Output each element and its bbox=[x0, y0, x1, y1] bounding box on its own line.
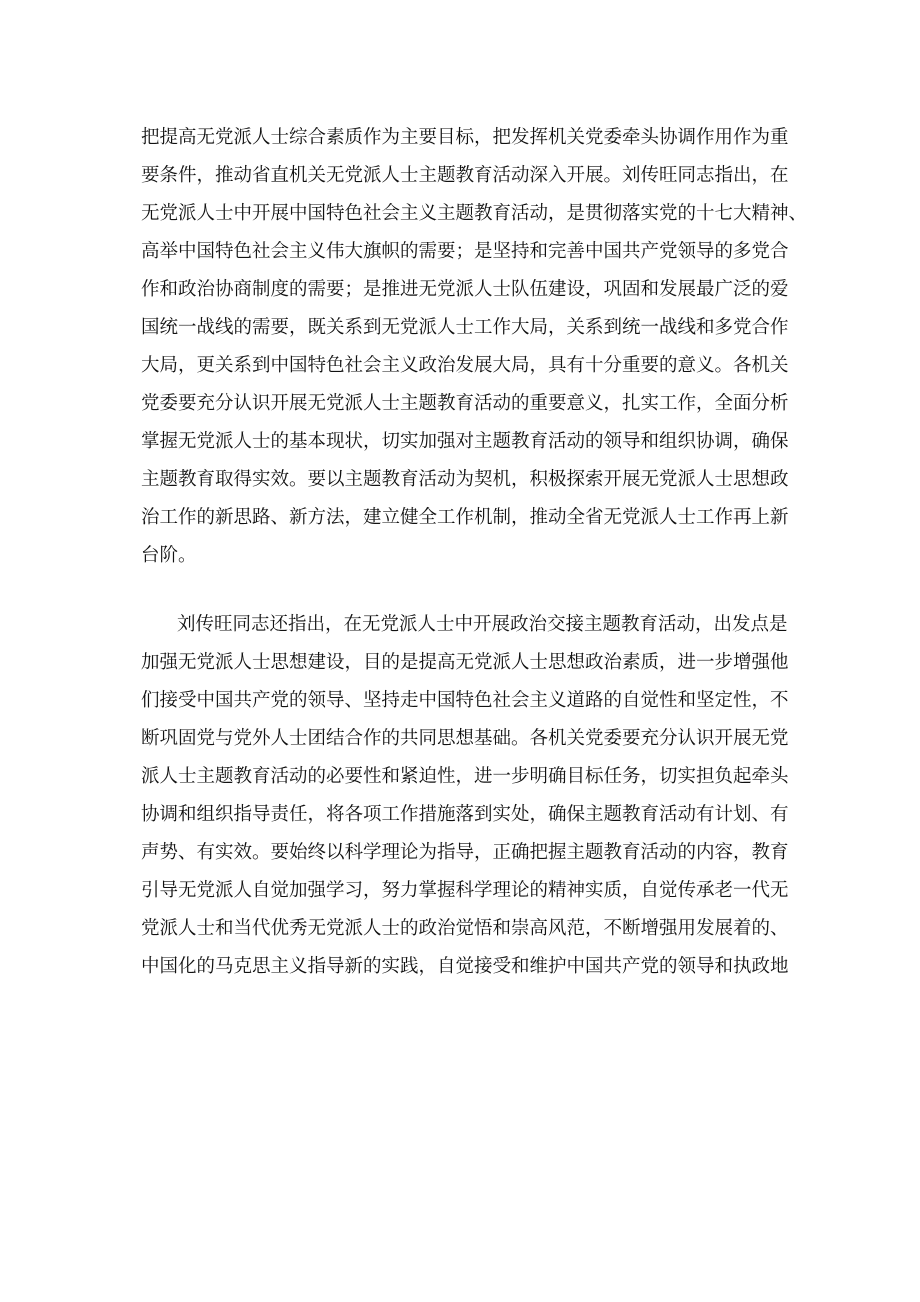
paragraph-1-line-12: 台阶。 bbox=[141, 545, 197, 566]
paragraph-1-line-10: 主题教育取得实效。要以主题教育活动为契机，积极探索开展无党派人士思想政 bbox=[141, 469, 789, 490]
paragraph-1-line-11: 治工作的新思路、新方法，建立健全工作机制，推动全省无党派人士工作再上新 bbox=[141, 507, 789, 528]
paragraph-1-line-3: 无党派人士中开展中国特色社会主义主题教育活动，是贯彻落实党的十七大精神、 bbox=[141, 203, 808, 224]
paragraph-1-line-7: 大局，更关系到中国特色社会主义政治发展大局，具有十分重要的意义。各机关 bbox=[141, 355, 789, 376]
paragraph-1-line-4: 高举中国特色社会主义伟大旗帜的需要；是坚持和完善中国共产党领导的多党合 bbox=[141, 241, 789, 262]
paragraph-2-line-10: 中国化的马克思主义指导新的实践，自觉接受和维护中国共产党的领导和执政地 bbox=[141, 956, 789, 977]
paragraph-2-line-6: 协调和组织指导责任，将各项工作措施落到实处，确保主题教育活动有计划、有 bbox=[141, 804, 789, 825]
paragraph-2-line-5: 派人士主题教育活动的必要性和紧迫性，进一步明确目标任务，切实担负起牵头 bbox=[141, 766, 789, 787]
paragraph-2-line-1: 刘传旺同志还指出，在无党派人士中开展政治交接主题教育活动，出发点是 bbox=[177, 614, 788, 635]
paragraph-2-line-3: 们接受中国共产党的领导、坚持走中国特色社会主义道路的自觉性和坚定性，不 bbox=[141, 690, 789, 711]
paragraph-1-line-5: 作和政治协商制度的需要；是推进无党派人士队伍建设，巩固和发展最广泛的爱 bbox=[141, 279, 789, 300]
paragraph-1-line-9: 掌握无党派人士的基本现状，切实加强对主题教育活动的领导和组织协调，确保 bbox=[141, 431, 789, 452]
paragraph-2-line-7: 声势、有实效。要始终以科学理论为指导，正确把握主题教育活动的内容，教育 bbox=[141, 842, 789, 863]
paragraph-1-line-8: 党委要充分认识开展无党派人士主题教育活动的重要意义，扎实工作，全面分析 bbox=[141, 393, 789, 414]
paragraph-2-line-8: 引导无党派人自觉加强学习，努力掌握科学理论的精神实质，自觉传承老一代无 bbox=[141, 880, 789, 901]
paragraph-1-line-6: 国统一战线的需要，既关系到无党派人士工作大局，关系到统一战线和多党合作 bbox=[141, 317, 789, 338]
paragraph-1-line-1: 把提高无党派人士综合素质作为主要目标，把发挥机关党委牵头协调作用作为重 bbox=[141, 127, 789, 148]
paragraph-2-line-4: 断巩固党与党外人士团结合作的共同思想基础。各机关党委要充分认识开展无党 bbox=[141, 728, 789, 749]
paragraph-2-line-2: 加强无党派人士思想建设，目的是提高无党派人士思想政治素质，进一步增强他 bbox=[141, 652, 789, 673]
paragraph-1-line-2: 要条件，推动省直机关无党派人士主题教育活动深入开展。刘传旺同志指出，在 bbox=[141, 165, 789, 186]
paragraph-2-line-9: 党派人士和当代优秀无党派人士的政治觉悟和崇高风范，不断增强用发展着的、 bbox=[141, 918, 789, 939]
